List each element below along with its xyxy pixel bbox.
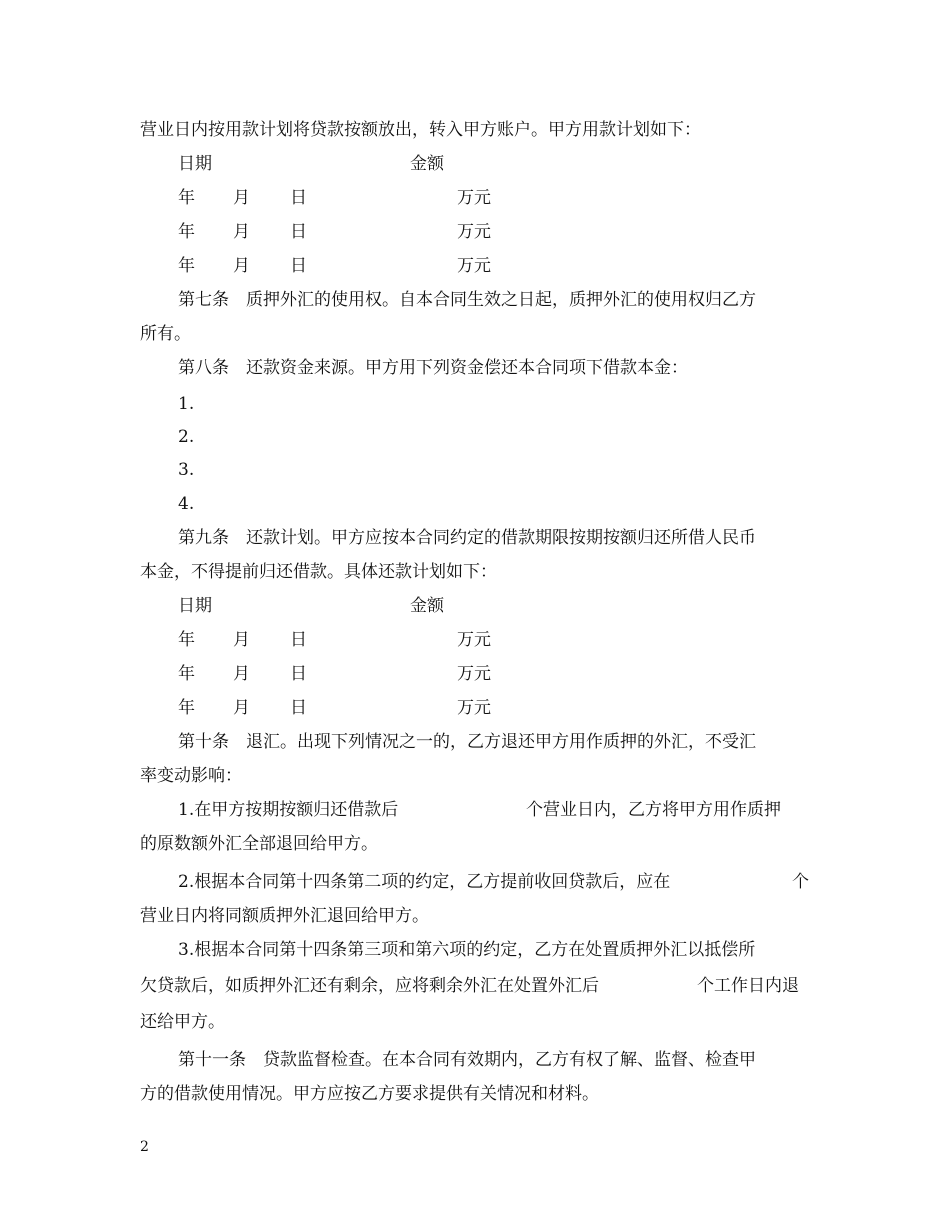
article-10-line: 第十条 退汇。出现下列情况之一的，乙方退还甲方用作质押的外汇，不受汇 — [178, 732, 756, 752]
table-cell-year: 年 — [178, 222, 195, 242]
table-cell-month: 月 — [233, 188, 250, 208]
table-cell-amount: 万元 — [457, 664, 491, 684]
table-cell-year: 年 — [178, 698, 195, 718]
table-cell-year: 年 — [178, 664, 195, 684]
table-header-amount: 金额 — [410, 596, 444, 616]
table-header-date: 日期 — [178, 154, 212, 174]
page-number: 2 — [140, 1139, 149, 1155]
list-item: 3. — [178, 460, 195, 480]
article-10-item-3: 个工作日内退 — [697, 976, 799, 996]
table-cell-day: 日 — [290, 630, 307, 650]
list-item: 2. — [178, 427, 195, 447]
article-10-line: 率变动影响： — [140, 766, 242, 786]
table-cell-day: 日 — [290, 698, 307, 718]
table-cell-year: 年 — [178, 630, 195, 650]
article-10-item-3: 还给甲方。 — [140, 1012, 225, 1032]
table-cell-amount: 万元 — [457, 698, 491, 718]
article-10-item-1: 个营业日内，乙方将甲方用作质押 — [526, 800, 781, 820]
table-header-date: 日期 — [178, 596, 212, 616]
list-item: 1. — [178, 394, 195, 414]
table-cell-day: 日 — [290, 222, 307, 242]
article-10-item-1: 的原数额外汇全部退回给甲方。 — [140, 834, 378, 854]
table-cell-amount: 万元 — [457, 256, 491, 276]
table-cell-month: 月 — [233, 256, 250, 276]
table-cell-year: 年 — [178, 256, 195, 276]
table-cell-month: 月 — [233, 222, 250, 242]
article-10-item-2: 2.根据本合同第十四条第二项的约定，乙方提前收回贷款后，应在 — [178, 872, 671, 892]
table-cell-day: 日 — [290, 256, 307, 276]
table-cell-month: 月 — [233, 698, 250, 718]
paragraph-line: 营业日内按用款计划将贷款按额放出，转入甲方账户。甲方用款计划如下： — [140, 120, 701, 140]
article-10-item-2: 个 — [792, 872, 809, 892]
table-cell-month: 月 — [233, 630, 250, 650]
article-9-line: 本金，不得提前归还借款。具体还款计划如下： — [140, 562, 497, 582]
table-cell-amount: 万元 — [457, 630, 491, 650]
article-11-line: 方的借款使用情况。甲方应按乙方要求提供有关情况和材料。 — [140, 1084, 599, 1104]
article-10-item-3: 欠贷款后，如质押外汇还有剩余，应将剩余外汇在处置外汇后 — [140, 976, 599, 996]
table-cell-month: 月 — [233, 664, 250, 684]
table-cell-day: 日 — [290, 664, 307, 684]
article-10-item-1: 1.在甲方按期按额归还借款后 — [178, 800, 399, 820]
table-header-amount: 金额 — [410, 154, 444, 174]
table-cell-amount: 万元 — [457, 222, 491, 242]
table-cell-day: 日 — [290, 188, 307, 208]
table-cell-year: 年 — [178, 188, 195, 208]
article-9-line: 第九条 还款计划。甲方应按本合同约定的借款期限按期按额归还所借人民币 — [178, 528, 756, 548]
article-10-item-3: 3.根据本合同第十四条第三项和第六项的约定，乙方在处置质押外汇以抵偿所 — [178, 940, 756, 960]
article-7-line: 所有。 — [140, 324, 191, 344]
list-item: 4. — [178, 494, 195, 514]
article-10-item-2: 营业日内将同额质押外汇退回给甲方。 — [140, 906, 429, 926]
article-11-line: 第十一条 贷款监督检查。在本合同有效期内，乙方有权了解、监督、检查甲 — [178, 1050, 756, 1070]
article-7-line: 第七条 质押外汇的使用权。自本合同生效之日起，质押外汇的使用权归乙方 — [178, 290, 756, 310]
article-8-line: 第八条 还款资金来源。甲方用下列资金偿还本合同项下借款本金： — [178, 358, 688, 378]
table-cell-amount: 万元 — [457, 188, 491, 208]
